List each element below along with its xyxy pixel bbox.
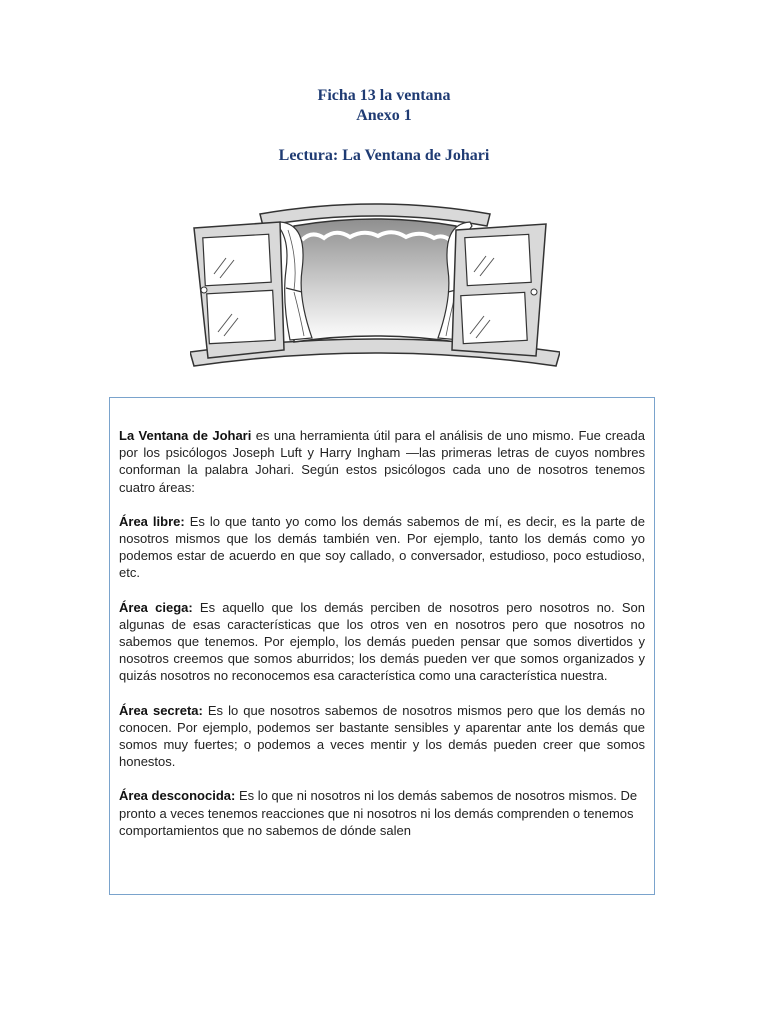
area-desconocida-text: Es lo que ni nosotros ni los demás sabemos de nosotros mismos. De pronto a veces tenemos reacciones que ni nosotros ni los demás comprenden o tenemos comportamientos que no sabemos de dónde salen [119,788,638,838]
area-secreta-paragraph [119,702,645,771]
intro-term: La Ventana de Johari [119,428,252,443]
intro-paragraph [119,427,645,496]
reading-title: Lectura: La Ventana de Johari [278,147,490,164]
area-libre-text: Es lo que tanto yo como los demás sabemos de mí, es decir, es la parte de nosotros mismos que los demás también ven. Por ejemplo, tanto los demás como yo podemos estar de acuerdo en que soy callado, o conversador, estudioso, poco estudioso, etc. [119,513,646,581]
area-desconocida-paragraph [119,787,645,839]
page-subtitle: Anexo 1 [356,107,412,124]
window-icon [190,200,560,372]
intro-text: es una herramienta útil para el análisis de uno mismo. Fue creada por los psicólogos Joseph Luft y Harry Ingham —las primeras letras de cuyos nombres conforman la palabra Johari. Según estos psicólogos cada uno de nosotros tenemos cuatro áreas: [119,428,645,495]
area-secreta-term: Área secreta: [119,702,203,718]
page-title: Ficha 13 la ventana [317,87,451,104]
area-secreta-text: Es lo que nosotros sabemos de nosotros mismos pero que los demás no conocen. Por ejemplo, podemos ser bastante sensibles y aparentar ante los demás que somos muy fuertes; o podemos a veces mentir y los demás pueden creer que somos honestos. [119,702,645,770]
page-header [0,86,768,166]
area-ciega-paragraph [119,599,645,685]
johari-window-illustration [190,200,560,372]
area-desconocida-term: Área desconocida: [119,788,236,804]
area-libre-paragraph [119,513,645,582]
area-ciega-term: Área ciega: [119,599,193,615]
area-ciega-text: Es aquello que los demás perciben de nosotros pero nosotros no. Son algunas de esas características que los otros ven en nosotros pero que nosotros no sabemos que tenemos. Por ejemplo, los demás pueden pensar que somos divertidos y nosotros creemos que somos aburridos; los demás pueden ver que somos organizados y quizás nosotros no reconocemos esa característica como una característica nuestra. [119,599,645,684]
reading-text-box [109,397,655,895]
area-libre-term: Área libre: [119,513,185,529]
